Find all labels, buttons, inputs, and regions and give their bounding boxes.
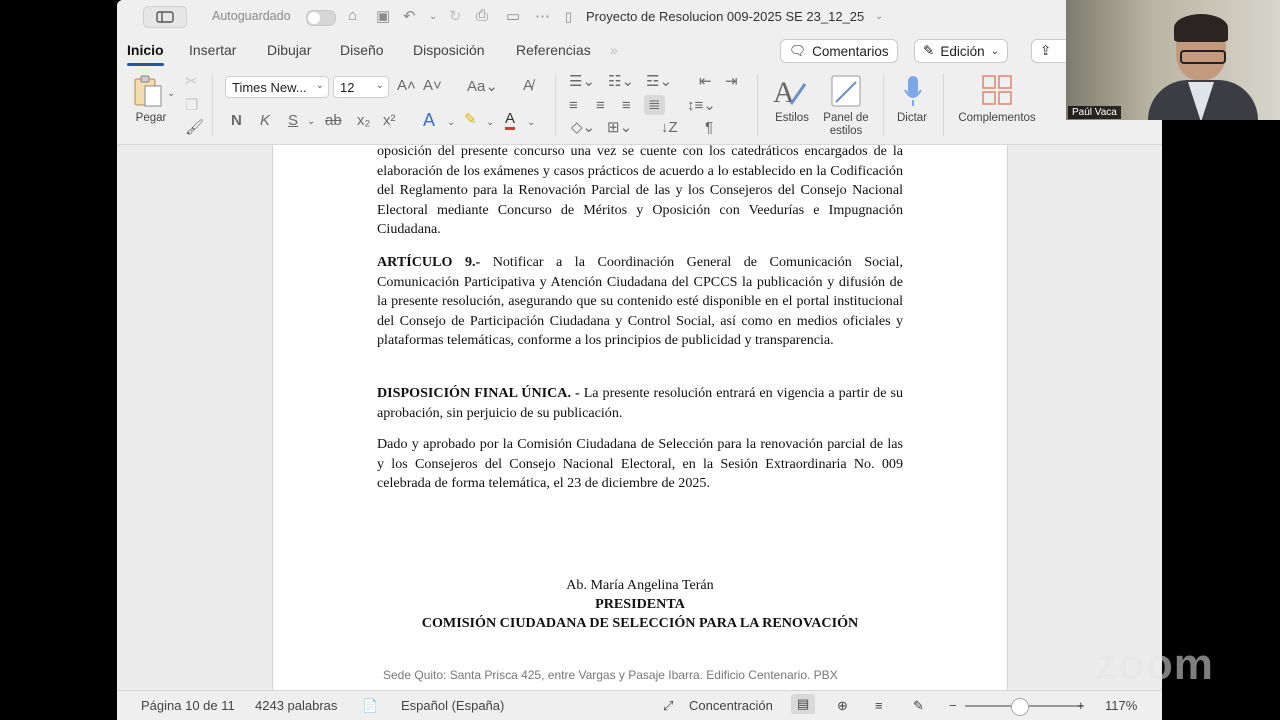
undo-dropdown-icon[interactable]: ⌄ [429, 11, 438, 22]
home-icon[interactable]: ⌂ [348, 7, 358, 24]
svg-text:A: A [773, 76, 795, 108]
paragraph-final-disposition[interactable] [377, 384, 903, 423]
focus-icon[interactable]: ⤢ [663, 698, 674, 713]
shading-icon[interactable]: ◇⌄ [571, 119, 596, 136]
comments-button[interactable] [780, 39, 898, 63]
addins-button[interactable] [981, 74, 1013, 106]
tab-inicio[interactable]: Inicio [127, 42, 164, 58]
styles-pane-button[interactable] [830, 74, 862, 108]
line-spacing-icon[interactable]: ↕≡⌄ [687, 97, 716, 114]
zoom-slider-knob[interactable] [1011, 698, 1029, 716]
clipboard-icon [133, 74, 163, 108]
styles-pane-icon [830, 74, 862, 108]
print-layout-icon[interactable]: ▤ [791, 694, 815, 714]
word-count[interactable]: 4243 palabras [255, 698, 338, 713]
separator [555, 74, 556, 136]
styles-pane-label-line2: estilos [829, 125, 863, 137]
show-formatting-icon[interactable]: ¶ [705, 119, 714, 136]
chevron-down-icon: ⌄ [315, 80, 324, 91]
underline-button[interactable]: S [288, 112, 299, 129]
sidebar-icon [156, 11, 174, 23]
borders-icon[interactable]: ⊞⌄ [607, 119, 633, 136]
comments-label: Comentarios [812, 43, 889, 59]
font-name-select[interactable] [225, 76, 329, 98]
page-footer: Sede Quito: Santa Prisca 425, entre Vargas y Pasaje Ibarra. Edificio Centenario. PBX [383, 668, 838, 682]
paragraph-continued[interactable]: oposición del presente concurso una vez se cuente con los catedráticos encargados de la elaboración de los exámenes y casos prácticos de acuerdo a lo establecido en la Codificación del Reglamento para la Renovación Parcial de las y los Consejeros del Consejo Nacional Electoral mediante Concurso de Méritos y Oposición con Veedurías e Impugnación Ciudadana. [377, 145, 903, 237]
new-document-icon[interactable]: ▭ [506, 8, 521, 25]
font-name-value: Times New... [232, 79, 307, 95]
article-9-heading: ARTÍCULO 9.- [377, 254, 481, 270]
participant-video [1066, 0, 1280, 120]
document-page[interactable] [272, 145, 1008, 690]
font-size-value: 12 [340, 79, 355, 95]
align-center-icon[interactable]: ≡ [596, 97, 605, 114]
styles-pane-label-line1: Panel de [823, 112, 869, 124]
align-left-icon[interactable]: ≡ [569, 97, 578, 114]
signature-name: Ab. María Angelina Terán [566, 577, 714, 593]
styles-pane-label [819, 112, 873, 138]
tab-referencias[interactable]: Referencias [516, 42, 591, 58]
draft-view-icon[interactable]: ✎ [913, 698, 924, 713]
more-icon[interactable]: ⋯ [535, 8, 550, 25]
final-disposition-text: La presente resolución entrará en vigencia a partir de su aprobación, sin perjuicio de su publicación. [377, 385, 903, 421]
justify-icon[interactable]: ≣ [644, 95, 665, 115]
document-title[interactable]: Proyecto de Resolucion 009-2025 SE 23_12_25 [586, 9, 865, 24]
comment-icon: 🗨 [789, 43, 807, 58]
page-count[interactable]: Página 10 de 11 [141, 698, 235, 713]
status-bar [117, 690, 1162, 720]
pencil-icon: ✎ [923, 43, 935, 58]
share-icon: ⇪ [1040, 43, 1052, 58]
multilevel-list-icon[interactable]: ☲⌄ [646, 73, 673, 90]
microphone-icon [903, 74, 923, 108]
font-color-dropdown-icon[interactable]: ⌄ [527, 117, 536, 128]
editing-button[interactable] [914, 39, 1008, 63]
paste-label: Pegar [135, 112, 167, 124]
participant-name: Paúl Vaca [1068, 106, 1121, 119]
language-label[interactable]: Español (España) [401, 698, 505, 713]
dictate-label: Dictar [896, 112, 928, 124]
change-case-icon[interactable]: Aa⌄ [467, 78, 498, 95]
tab-diseno[interactable]: Diseño [340, 42, 384, 58]
zoom-out-icon[interactable]: − [949, 698, 957, 713]
tab-insertar[interactable]: Insertar [189, 42, 237, 58]
document-icon: ▯ [565, 9, 573, 24]
strikethrough-button[interactable]: ab [325, 112, 342, 129]
web-layout-icon[interactable]: ⊕ [837, 698, 848, 713]
ribbon-home [117, 66, 1162, 145]
format-painter-icon[interactable]: 🖌 [185, 119, 205, 136]
print-icon[interactable]: ⎙ [476, 7, 489, 24]
signature-organization: COMISIÓN CIUDADANA DE SELECCIÓN PARA LA RENOVACIÓN [421, 615, 859, 631]
undo-icon[interactable]: ↶ [403, 8, 416, 25]
superscript-icon[interactable]: x² [383, 112, 396, 129]
paste-button[interactable] [133, 74, 161, 108]
align-right-icon[interactable]: ≡ [622, 97, 631, 114]
separator [212, 74, 213, 136]
focus-label[interactable]: Concentración [689, 698, 773, 713]
underline-dropdown-icon[interactable]: ⌄ [307, 116, 316, 127]
final-disposition-heading: DISPOSICIÓN FINAL ÚNICA. - [377, 385, 580, 401]
shrink-font-icon[interactable]: A˅ [423, 77, 442, 94]
editing-label: Edición [940, 43, 985, 59]
clear-formatting-icon[interactable]: A̸ [523, 77, 534, 94]
font-size-select[interactable] [333, 76, 389, 98]
styles-icon [771, 74, 815, 108]
chevron-down-icon: ⌄ [990, 45, 999, 57]
increase-indent-icon[interactable]: ⇥ [725, 73, 738, 90]
person-hair [1174, 14, 1228, 42]
title-dropdown-icon[interactable]: ⌄ [875, 11, 884, 22]
chevron-down-icon: ⌄ [375, 80, 384, 91]
paste-dropdown-icon[interactable]: ⌄ [167, 88, 176, 99]
more-tabs-icon[interactable]: » [610, 42, 618, 58]
highlight-dropdown-icon[interactable]: ⌄ [486, 117, 495, 128]
cut-icon[interactable]: ✂ [185, 73, 198, 90]
article-9-text: Notificar a la Coordinación General de Comunicación Social, Comunicación Participativa y Atención Ciudadana del CPCCS la publicación y difusión de la presente resolución, asegurando que su contenido esté disponible en el portal institucional del Consejo de Participación Ciudadana y Control Social, así como en medios oficiales y plataformas telemáticas, conforme a los principios de publicidad y transparencia. [377, 254, 903, 348]
autosave-label: Autoguardado [212, 9, 291, 23]
addins-grid-icon [981, 74, 1013, 106]
highlight-icon[interactable]: ✎ [464, 111, 477, 128]
addins-label: Complementos [958, 112, 1036, 124]
italic-button[interactable]: K [260, 112, 271, 129]
sidebar-toggle-button[interactable] [143, 6, 187, 28]
grow-font-icon[interactable]: A˄ [397, 77, 416, 94]
font-color-icon[interactable]: A [505, 111, 515, 130]
sort-icon[interactable]: ↓Z [661, 119, 678, 136]
subscript-icon[interactable]: x₂ [357, 112, 371, 129]
paragraph-article-9[interactable] [377, 253, 903, 351]
zoom-watermark: zoom [1095, 640, 1214, 689]
ribbon-tabs [117, 34, 1162, 66]
text-effects-icon[interactable]: A [423, 110, 436, 130]
document-canvas[interactable] [117, 145, 1162, 690]
bullets-icon[interactable]: ☰⌄ [569, 73, 596, 90]
copy-icon[interactable]: ❐ [185, 97, 199, 114]
bold-button[interactable]: N [231, 112, 242, 129]
separator [883, 74, 884, 136]
numbering-icon[interactable]: ☷⌄ [608, 73, 635, 90]
word-window [117, 0, 1162, 720]
styles-button[interactable] [771, 74, 815, 108]
separator [757, 74, 758, 136]
separator [943, 74, 944, 136]
proofing-icon[interactable]: 📄 [362, 698, 379, 713]
zoom-level[interactable]: 117% [1105, 698, 1138, 713]
tab-disposicion[interactable]: Disposición [413, 42, 485, 58]
paragraph-approval[interactable]: Dado y aprobado por la Comisión Ciudadana de Selección para la renovación parcial de las y los Consejeros del Consejo Nacional Electoral, en la Sesión Extraordinaria No. 009 celebrada de forma telemática, el 23 de diciembre de 2025. [377, 436, 903, 491]
tab-dibujar[interactable]: Dibujar [267, 42, 312, 58]
outline-view-icon[interactable]: ≡ [875, 698, 883, 713]
styles-label: Estilos [775, 112, 809, 124]
redo-icon[interactable]: ↻ [449, 8, 462, 25]
autosave-toggle[interactable] [306, 10, 336, 26]
title-bar [117, 0, 1162, 34]
zoom-in-icon[interactable]: + [1077, 698, 1085, 713]
dictate-button[interactable] [903, 74, 923, 108]
save-icon[interactable]: ▣ [376, 8, 391, 25]
signature-role: PRESIDENTA [595, 596, 685, 612]
person-glasses [1180, 50, 1226, 64]
decrease-indent-icon[interactable]: ⇤ [699, 73, 712, 90]
text-effects-dropdown-icon[interactable]: ⌄ [447, 117, 456, 128]
